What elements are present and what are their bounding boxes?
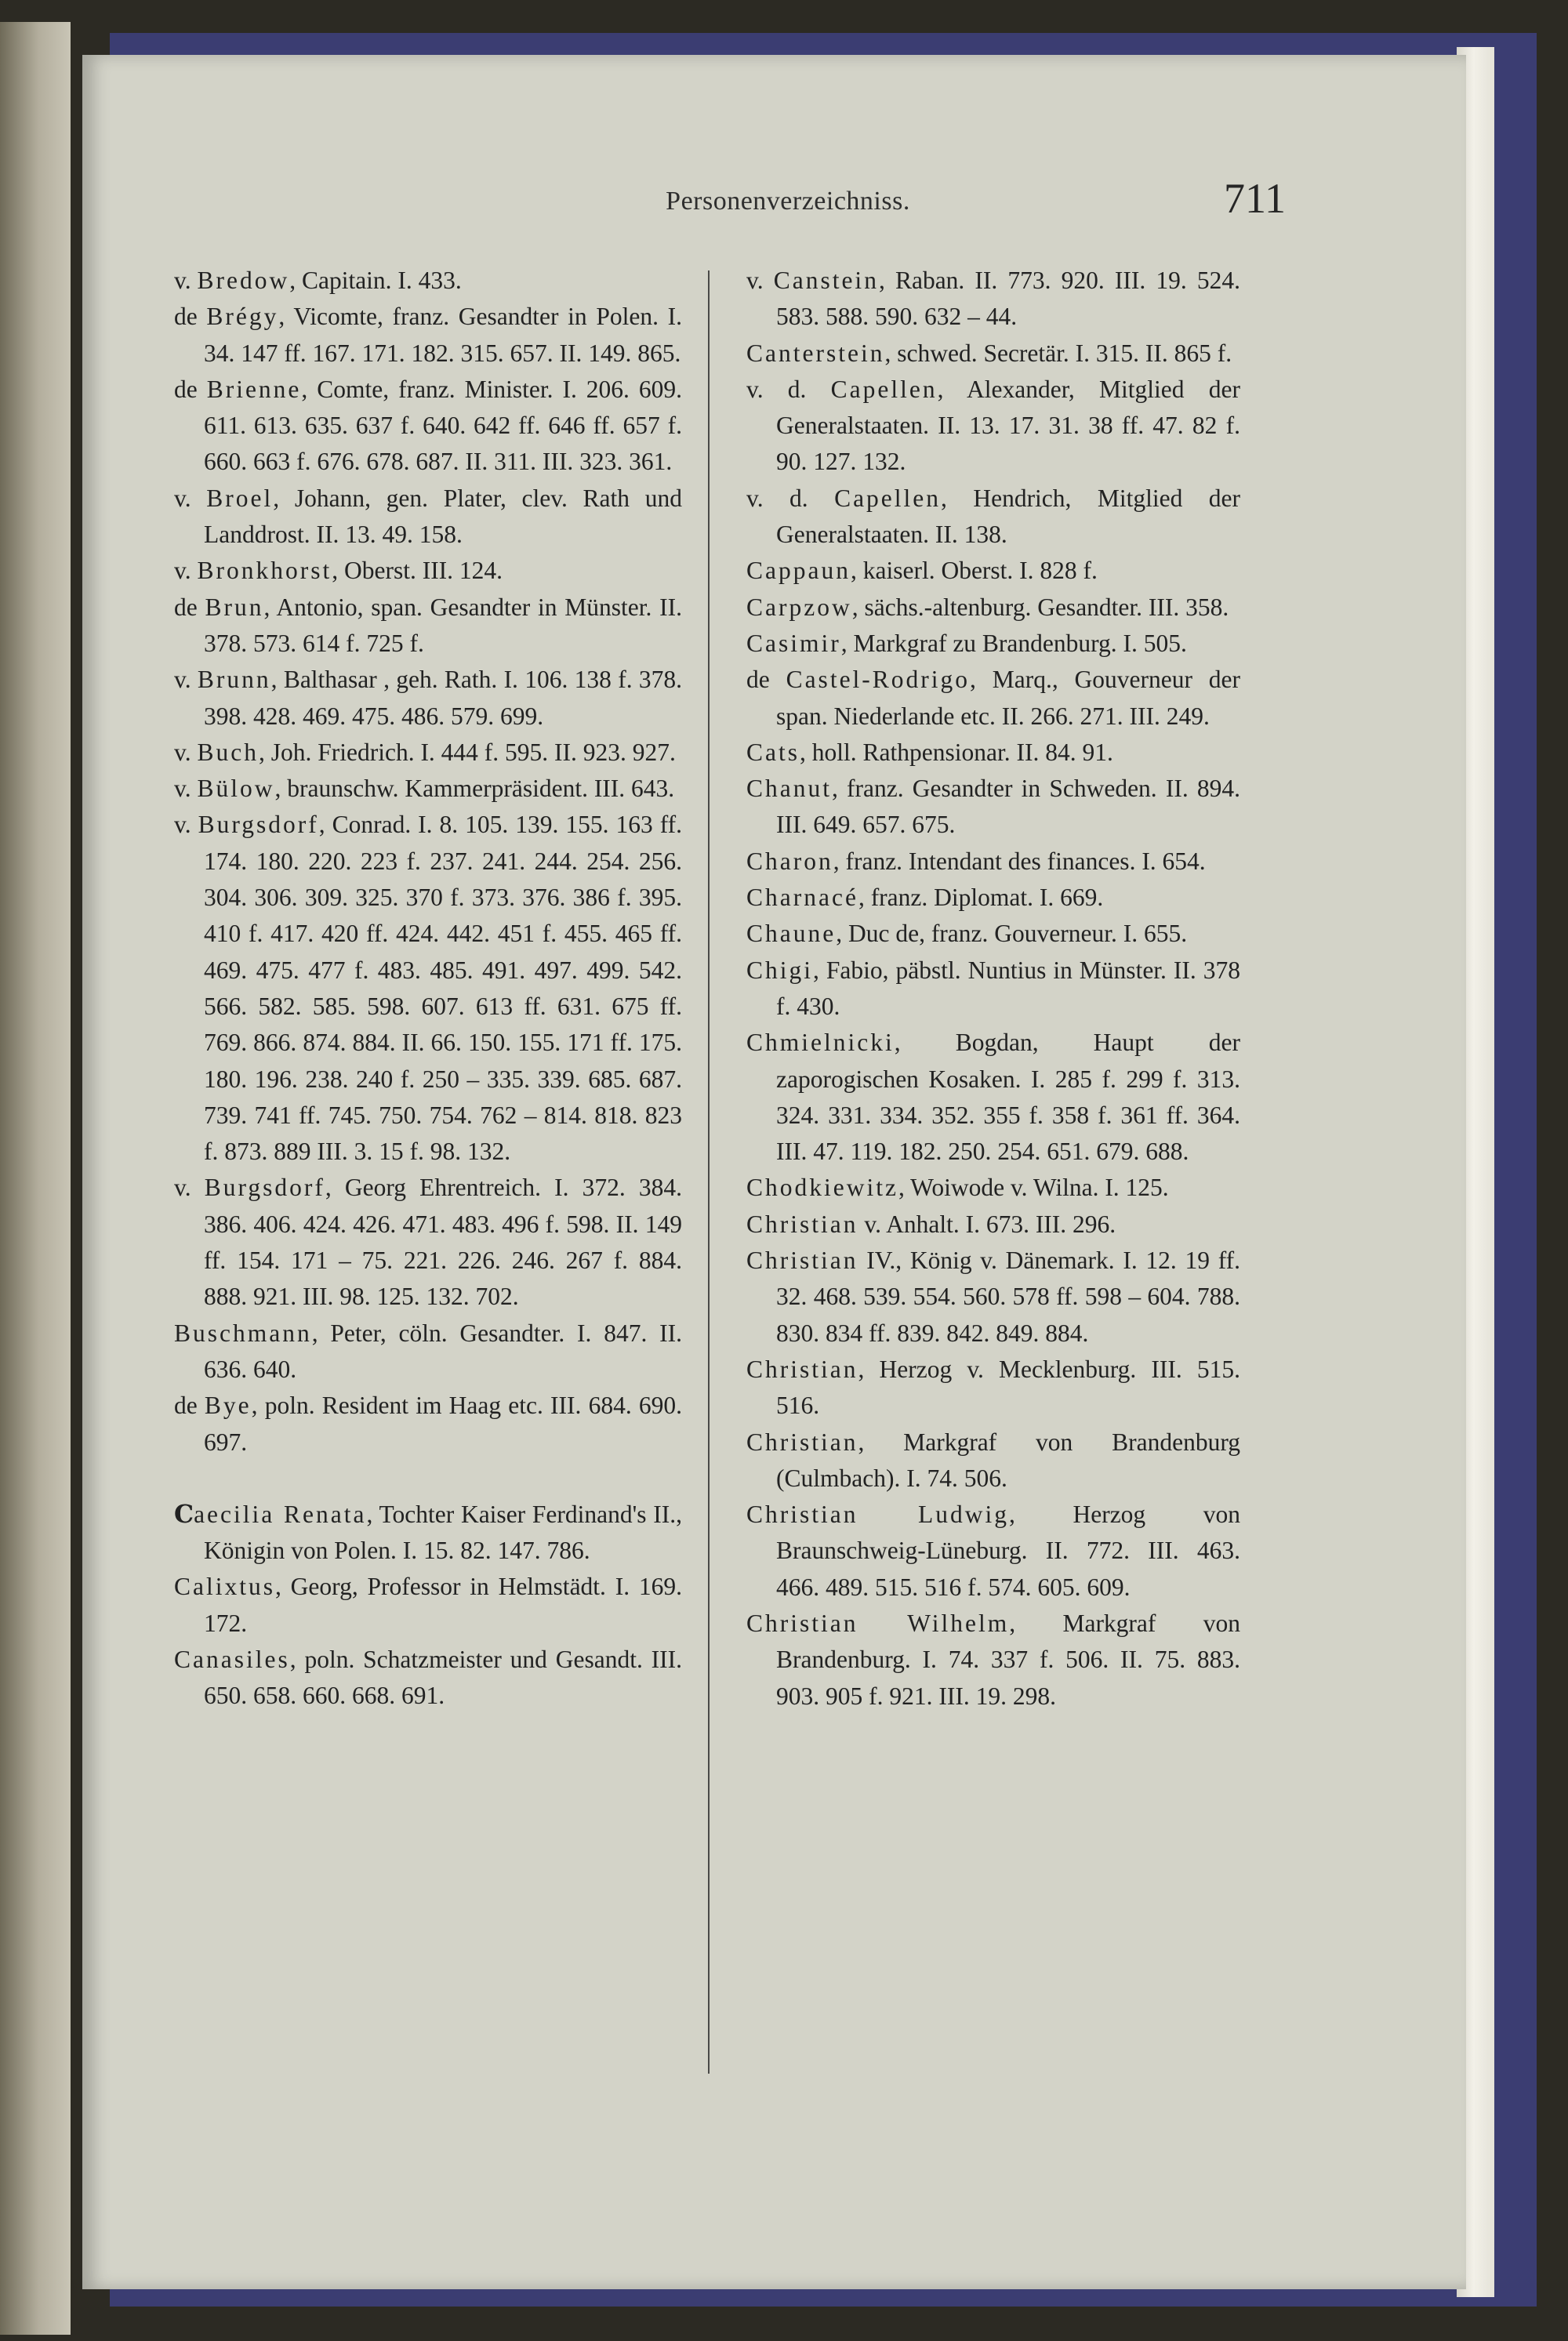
index-entry — [746, 1497, 1240, 1606]
entry-text: , Balthasar , geh. Rath. I. 106. 138 f. 378. 398. 428. 469. 475. 486. 579. 699. — [204, 666, 682, 730]
index-entry — [174, 553, 682, 589]
entry-text: , Joh. Friedrich. I. 444 f. 595. II. 923. 927. — [258, 738, 676, 766]
entry-text: , Marq., Gouverneur der span. Niederlande etc. II. 266. 271. III. 249. — [776, 666, 1241, 730]
entry-name: Christian — [746, 1428, 858, 1456]
entry-text: , Markgraf zu Brandenburg. I. 505. — [840, 629, 1187, 657]
entry-name: Chaune — [746, 920, 837, 948]
entry-name: Castel-Rodrigo — [786, 666, 971, 694]
entry-text: v. Anhalt. I. 673. III. 296. — [858, 1210, 1116, 1238]
entry-text: , Fabio, päbstl. Nuntius in Münster. II. 378 f. 430. — [776, 956, 1240, 1020]
entry-name: Brienne — [206, 375, 302, 403]
index-entry — [746, 844, 1240, 880]
index-entry — [174, 807, 682, 1170]
entry-name: Bye — [204, 1392, 252, 1420]
entry-text: , Alexander, Mitglied der Generalstaaten. II. 13. 17. 31. 38 ff. 47. 82 f. 90. 127. 132. — [776, 375, 1240, 476]
entry-name: Christian — [746, 1247, 858, 1275]
index-entry — [746, 1425, 1240, 1497]
entry-text: , kaiserl. Oberst. I. 828 f. — [850, 557, 1098, 585]
index-entry — [174, 771, 682, 807]
entry-text: , schwed. Secretär. I. 315. II. 865 f. — [884, 339, 1232, 367]
entry-text: , Comte, franz. Minister. I. 206. 609. 611. 613. 635. 637 f. 640. 642 ff. 646 ff. 657 f. 660. 663 f. 676. 678. 687. II. 311. III. 323. 361. — [204, 375, 683, 476]
entry-prefix: v. d. — [746, 484, 835, 512]
entry-text: , Markgraf von Brandenburg (Culmbach). I. 74. 506. — [776, 1428, 1240, 1492]
entry-text: , Conrad. I. 8. 105. 139. 155. 163 ff. 174. 180. 220. 223 f. 237. 241. 244. 254. 256. 304. 306. 309. 325. 370 f. 373. 376. 386 f. 395. 410 f. 417. 420 ff. 424. 442. 451 f. 455. 465 ff. 469. 475. 477 f. 483. 485. 491. 497. 499. 542. 566. 582. 585. 598. 607. 613 ff. 631. 675 ff. 769. 866. 874. 884. II. 66. 150. 155. 171 ff. 175. 180. 196. 238. 240 f. 250 – 335. 339. 685. 687. 739. 741 ff. 745. 750. 754. 762 – 814. 818. 823 f. 873. 889 III. 3. 15 f. 98. 132. — [204, 811, 682, 1166]
index-entry — [746, 1207, 1240, 1243]
entry-name: Brégy — [206, 303, 279, 331]
entry-name: Christian — [746, 1210, 858, 1238]
entry-name: Christian Wilhelm — [746, 1609, 1010, 1637]
index-entry — [174, 1170, 682, 1315]
index-entry — [174, 662, 682, 735]
entry-name: Capellen — [834, 484, 942, 512]
entry-name: Bredow — [197, 267, 290, 294]
entry-initial: C — [174, 1499, 194, 1529]
index-entry — [746, 590, 1240, 626]
entry-name: Christian — [746, 1355, 858, 1383]
index-entry — [746, 481, 1240, 553]
index-entry — [746, 1170, 1240, 1206]
entry-name: Chanut — [746, 775, 832, 803]
index-entry — [746, 735, 1240, 771]
entry-text: , Oberst. III. 124. — [332, 557, 503, 585]
entry-prefix: v. — [174, 1174, 205, 1202]
entry-prefix: v. — [746, 267, 774, 294]
index-entry — [746, 553, 1240, 589]
entry-name: Buch — [197, 738, 259, 766]
entry-name: Canstein — [773, 267, 879, 294]
entry-text: , Raban. II. 773. 920. III. 19. 524. 583. 588. 590. 632 – 44. — [776, 267, 1240, 331]
entry-text: , poln. Resident im Haag etc. III. 684. 690. 697. — [204, 1392, 683, 1456]
running-header: Personenverzeichniss. — [666, 187, 910, 216]
entry-text: , Herzog von Braunschweig-Lüneburg. II. 772. III. 463. 466. 489. 515. 516 f. 574. 605. 609. — [776, 1501, 1240, 1601]
right-column — [746, 263, 1240, 1715]
index-entry — [174, 481, 682, 553]
entry-name: Buschmann — [174, 1319, 312, 1347]
entry-name: Canasiles — [174, 1645, 290, 1673]
index-entry — [174, 590, 682, 662]
entry-prefix: v. — [174, 738, 198, 766]
entry-name: Capellen — [830, 375, 938, 403]
entry-prefix: v. — [174, 484, 207, 512]
entry-text: , Georg Ehrentreich. I. 372. 384. 386. 406. 424. 426. 471. 483. 496 f. 598. II. 149 ff. 154. 171 – 75. 221. 226. 246. 267 f. 884. 888. 921. III. 98. 125. 132. 702. — [204, 1174, 682, 1311]
entry-prefix: de — [174, 593, 205, 621]
entry-prefix: v. — [174, 811, 198, 839]
index-entry — [174, 735, 682, 771]
entry-name: Chodkiewitz — [746, 1174, 898, 1202]
left-column — [174, 263, 682, 1715]
entry-name: Broel — [206, 484, 274, 512]
entry-prefix: v. — [174, 666, 198, 694]
entry-prefix: de — [174, 303, 207, 331]
entry-name: Canterstein — [746, 339, 885, 367]
column-divider — [708, 270, 710, 2074]
index-entry — [174, 263, 682, 299]
entry-text: , Johann, gen. Plater, clev. Rath und Landdrost. II. 13. 49. 158. — [204, 484, 682, 549]
index-entry — [174, 1388, 682, 1461]
entry-name: Calixtus — [174, 1573, 276, 1601]
index-entry — [746, 953, 1240, 1025]
entry-text: , franz. Diplomat. I. 669. — [858, 884, 1104, 912]
entry-prefix: v. — [174, 775, 198, 803]
index-entry — [174, 299, 682, 372]
entry-name: Chmielnicki — [746, 1029, 895, 1057]
entry-text: , Duc de, franz. Gouverneur. I. 655. — [836, 920, 1188, 948]
index-entry — [746, 336, 1240, 372]
entry-name: Bülow — [197, 775, 275, 803]
entry-name: Carpzow — [746, 593, 852, 621]
entry-name: Chigi — [746, 956, 814, 984]
index-entry — [746, 372, 1240, 481]
entry-text: , franz. Intendant des finances. I. 654. — [833, 847, 1206, 875]
page-number: 711 — [1224, 175, 1286, 222]
entry-text: , Antonio, span. Gesandter in Münster. II. 378. 573. 614 f. 725 f. — [204, 593, 682, 657]
index-entry — [746, 662, 1240, 735]
entry-prefix: v. — [174, 267, 198, 294]
entry-text: , Capitain. I. 433. — [289, 267, 462, 294]
entry-prefix: de — [174, 1392, 205, 1420]
index-entry — [746, 880, 1240, 916]
index-entry — [746, 1352, 1240, 1425]
entry-text: , Woiwode v. Wilna. I. 125. — [898, 1174, 1169, 1202]
entry-name: Cappaun — [746, 557, 851, 585]
entry-prefix: v. d. — [746, 375, 831, 403]
index-entry — [174, 1642, 682, 1715]
index-entry — [174, 372, 682, 481]
entry-name: Burgsdorf — [204, 1174, 325, 1202]
entry-text: , sächs.-altenburg. Gesandter. III. 358. — [851, 593, 1229, 621]
entry-text: , franz. Gesandter in Schweden. II. 894. III. 649. 657. 675. — [776, 775, 1240, 839]
entry-text: , Markgraf von Brandenburg. I. 74. 337 f. 506. II. 75. 883. 903. 905 f. 921. III. 19. 298. — [776, 1609, 1240, 1710]
entry-name: Brunn — [197, 666, 271, 694]
index-entry — [746, 263, 1240, 336]
entry-text: , Bogdan, Haupt der zaporogischen Kosaken. I. 285 f. 299 f. 313. 324. 331. 334. 352. 355 f. 358 f. 361 ff. 364. III. 47. 119. 182. 250. 254. 651. 679. 688. — [776, 1029, 1240, 1166]
entry-name: aecilia Renata — [194, 1500, 367, 1528]
entry-text: , Georg, Professor in Helmstädt. I. 169. 172. — [204, 1573, 682, 1637]
index-entry — [746, 771, 1240, 844]
entry-text: , Hendrich, Mitglied der Generalstaaten. II. 138. — [776, 484, 1240, 549]
entry-name: Burgsdorf — [198, 811, 319, 839]
facing-page-edge — [0, 22, 71, 2335]
entry-name: Charnacé — [746, 884, 858, 912]
index-entry — [746, 916, 1240, 952]
entry-prefix: de — [174, 375, 207, 403]
entry-name: Charon — [746, 847, 833, 875]
entry-text: , braunschw. Kammerpräsident. III. 643. — [274, 775, 675, 803]
entry-prefix: de — [746, 666, 786, 694]
index-entry — [174, 1497, 682, 1570]
entry-name: Cats — [746, 738, 800, 766]
index-entry — [746, 1606, 1240, 1715]
entry-prefix: v. — [174, 557, 198, 585]
index-entry — [746, 626, 1240, 662]
entry-text: , poln. Schatzmeister und Gesandt. III. 650. 658. 660. 668. 691. — [204, 1645, 682, 1710]
entry-name: Bronkhorst — [197, 557, 332, 585]
entry-text: IV., König v. Dänemark. I. 12. 19 ff. 32. 468. 539. 554. 560. 578 ff. 598 – 604. 788. 830. 834 ff. 839. 842. 849. 884. — [776, 1247, 1240, 1347]
entry-text: , holl. Rathpensionar. II. 84. 91. — [800, 738, 1113, 766]
entry-name: Christian Ludwig — [746, 1501, 1010, 1529]
entry-text: , Herzog v. Mecklenburg. III. 515. 516. — [776, 1355, 1240, 1420]
entry-text: , Peter, cöln. Gesandter. I. 847. II. 636. 640. — [204, 1319, 682, 1383]
index-entry — [174, 1316, 682, 1388]
entry-text: , Tochter Kaiser Ferdinand's II., Königin von Polen. I. 15. 82. 147. 786. — [204, 1500, 683, 1565]
index-entry — [746, 1243, 1240, 1352]
index-entry — [174, 1569, 682, 1642]
entry-name: Casimir — [746, 629, 841, 657]
index-entry — [746, 1025, 1240, 1170]
entry-text: , Vicomte, franz. Gesandter in Polen. I. 34. 147 ff. 167. 171. 182. 315. 657. II. 149. 865. — [204, 303, 682, 367]
entry-name: Brun — [205, 593, 264, 621]
